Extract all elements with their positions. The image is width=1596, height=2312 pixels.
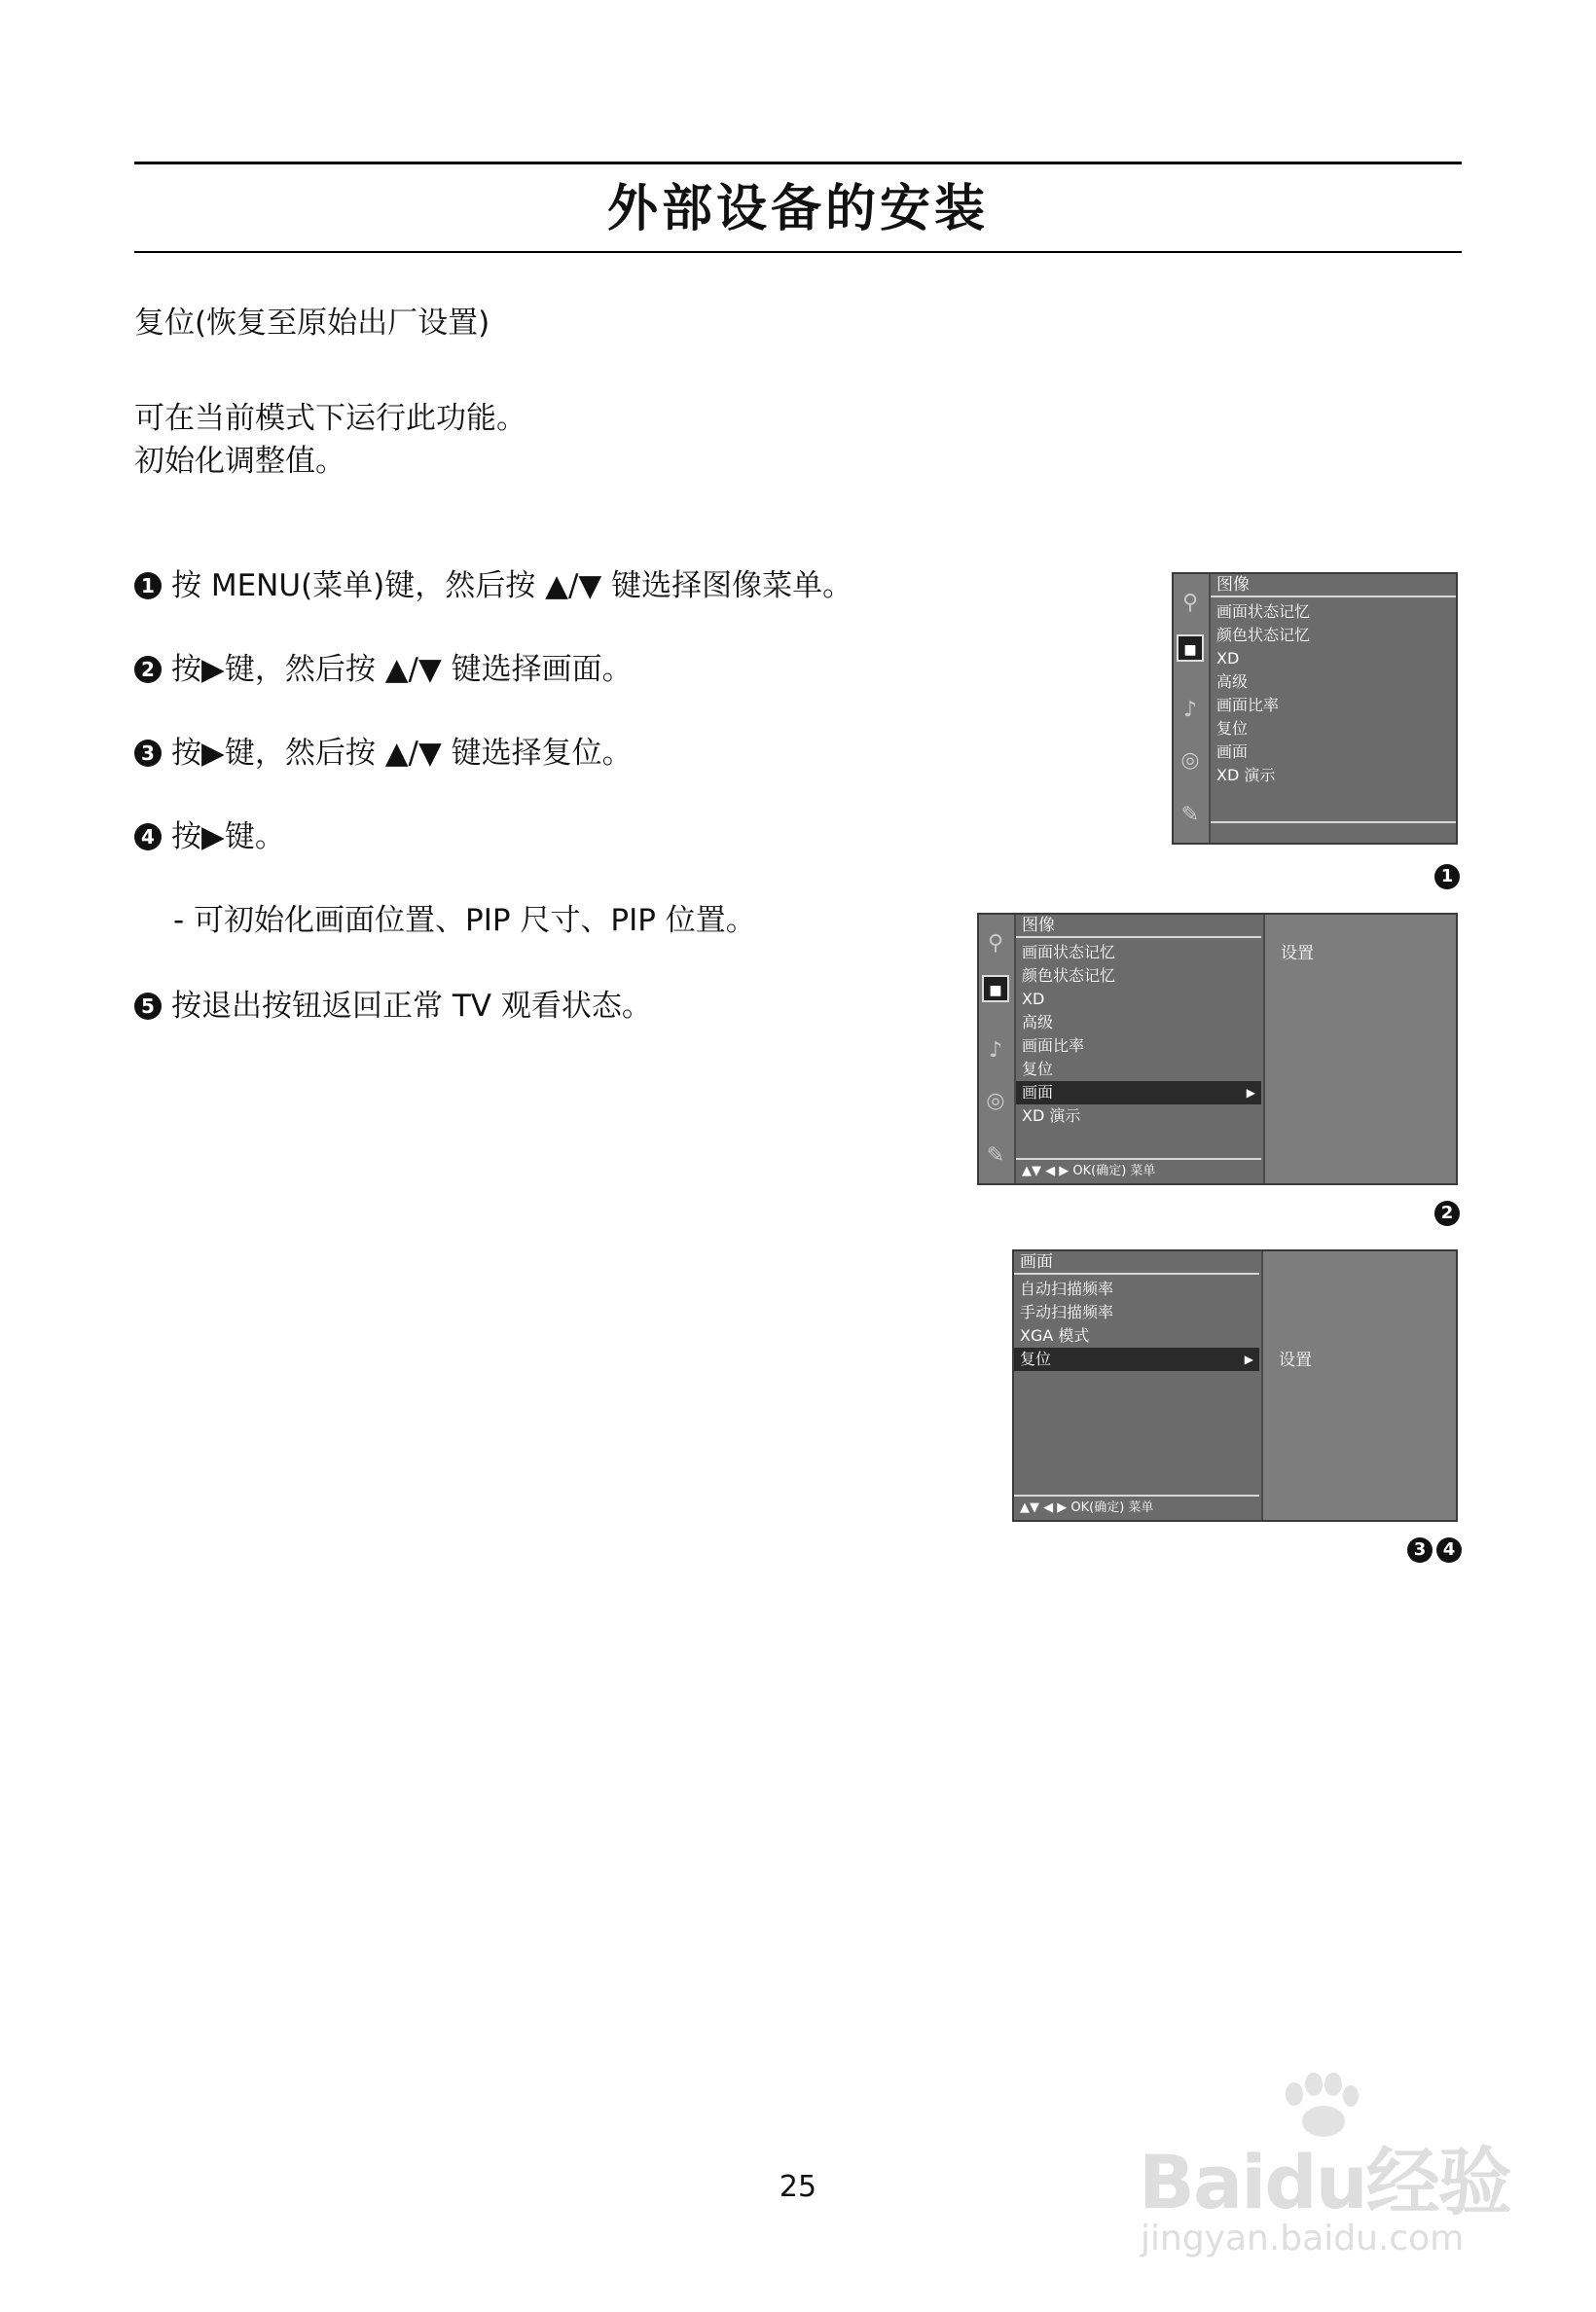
right-arrow-icon: ▶: [1244, 1353, 1253, 1366]
watermark-url: jingyan.baidu.com: [1141, 2219, 1465, 2258]
osd-menu-item: 颜色状态记忆: [1022, 966, 1116, 985]
title-rule-bottom: [134, 251, 1462, 253]
step-number-1: 1: [134, 572, 162, 599]
intro-line-2: 初始化调整值。: [134, 444, 345, 479]
step-number-4: 4: [134, 823, 162, 850]
section-heading: 复位(恢复至原始出厂设置): [134, 306, 490, 341]
step-number-3: 3: [134, 740, 162, 767]
osd-menu-item: 画面状态记忆: [1022, 943, 1116, 961]
picture-icon: ■: [1177, 634, 1204, 662]
satellite-icon: ⚲: [1181, 591, 1199, 615]
audio-icon: ♪: [988, 1038, 1003, 1063]
osd-screenshot-3: [1012, 1249, 1458, 1522]
step-text-5: 按退出按钮返回正常 TV 观看状态。: [171, 989, 652, 1024]
picture-icon: ■: [982, 975, 1009, 1002]
osd-menu-item: XD 演示: [1216, 766, 1276, 784]
osd-menu-item: 高级: [1216, 672, 1249, 691]
audio-icon: ♪: [1182, 698, 1198, 722]
osd-submenu: [1261, 1251, 1456, 1520]
figure-badge: 1: [1434, 864, 1460, 889]
osd-footer: ▲▼ ◀ ▶ OK(确定) 菜单: [1016, 1158, 1261, 1183]
clock-icon: ◎: [1180, 748, 1200, 773]
step-1: [134, 566, 852, 605]
step-note: - 可初始化画面位置、PIP 尺寸、PIP 位置。: [173, 903, 756, 938]
osd-menu-title: 图像: [1016, 915, 1261, 938]
osd-menu-title: 画面: [1014, 1251, 1259, 1275]
osd-menu-item: 高级: [1022, 1013, 1054, 1031]
settings-icon: ✎: [986, 1143, 1005, 1168]
page-title: 外部设备的安装: [606, 180, 989, 238]
osd-submenu-item: 设置: [1281, 944, 1314, 963]
watermark: [1129, 2073, 1518, 2267]
step-text-1: 按 MENU(菜单)键，然后按 ▲/▼ 键选择图像菜单。: [171, 568, 853, 603]
page-number: 25: [779, 2170, 817, 2204]
figure-badge: 3: [1407, 1537, 1433, 1563]
osd-screenshot-1: [1172, 572, 1458, 845]
intro-line-1: 可在当前模式下运行此功能。: [134, 401, 526, 436]
osd-footer: [1211, 821, 1456, 843]
osd-icon-strip: [1174, 574, 1211, 843]
osd-menu-item: 画面比率: [1216, 696, 1280, 714]
watermark-logo: Baidu经验: [1139, 2139, 1510, 2225]
figure-label-3-4: [1407, 1537, 1466, 1563]
settings-icon: ✎: [1180, 803, 1200, 827]
clock-icon: ◎: [986, 1089, 1005, 1113]
step-text-3: 按▶键，然后按 ▲/▼ 键选择复位。: [171, 736, 633, 771]
osd-menu-item-selected: [1014, 1348, 1259, 1371]
step-text-2: 按▶键，然后按 ▲/▼ 键选择画面。: [171, 652, 633, 687]
osd-menu-item: 复位: [1216, 719, 1249, 738]
osd-screenshot-2: [977, 913, 1458, 1185]
osd-menu-item: XD: [1022, 990, 1045, 1008]
osd-footer: ▲▼ ◀ ▶ OK(确定) 菜单: [1014, 1495, 1259, 1520]
step-text-4: 按▶键。: [171, 819, 285, 854]
osd-menu-item: XD 演示: [1022, 1106, 1081, 1125]
figure-badge: 4: [1436, 1537, 1462, 1563]
step-5: [134, 987, 652, 1026]
osd-menu-item: 自动扫描频率: [1020, 1280, 1114, 1298]
osd-menu-title: 图像: [1211, 574, 1456, 597]
figure-badge: 2: [1434, 1201, 1460, 1226]
step-2: [134, 650, 633, 689]
title-rule-top: [134, 162, 1462, 164]
osd-menu-item: XD: [1216, 649, 1240, 668]
step-3: [134, 734, 633, 773]
osd-menu-item-label: 画面: [1022, 1083, 1054, 1102]
step-4: [134, 817, 285, 856]
step-number-2: 2: [134, 656, 162, 683]
osd-menu-item-selected: [1016, 1081, 1261, 1104]
osd-menu-item: 复位: [1022, 1060, 1054, 1078]
osd-menu-item: 画面状态记忆: [1216, 602, 1311, 621]
osd-icon-strip: [979, 915, 1016, 1183]
osd-submenu: [1263, 915, 1456, 1183]
figure-label-1: [1434, 864, 1464, 889]
figure-label-2: [1434, 1201, 1464, 1226]
osd-menu-item: 颜色状态记忆: [1216, 626, 1311, 644]
step-number-5: 5: [134, 993, 162, 1020]
osd-menu-item: 手动扫描频率: [1020, 1303, 1114, 1321]
osd-menu-item: XGA 模式: [1020, 1326, 1090, 1345]
osd-menu-item: 画面比率: [1022, 1036, 1085, 1055]
osd-menu-item: 画面: [1216, 742, 1249, 761]
osd-submenu-item: 设置: [1279, 1351, 1312, 1370]
satellite-icon: ⚲: [987, 931, 1004, 956]
right-arrow-icon: ▶: [1246, 1086, 1255, 1100]
osd-menu-item-label: 复位: [1020, 1350, 1052, 1368]
